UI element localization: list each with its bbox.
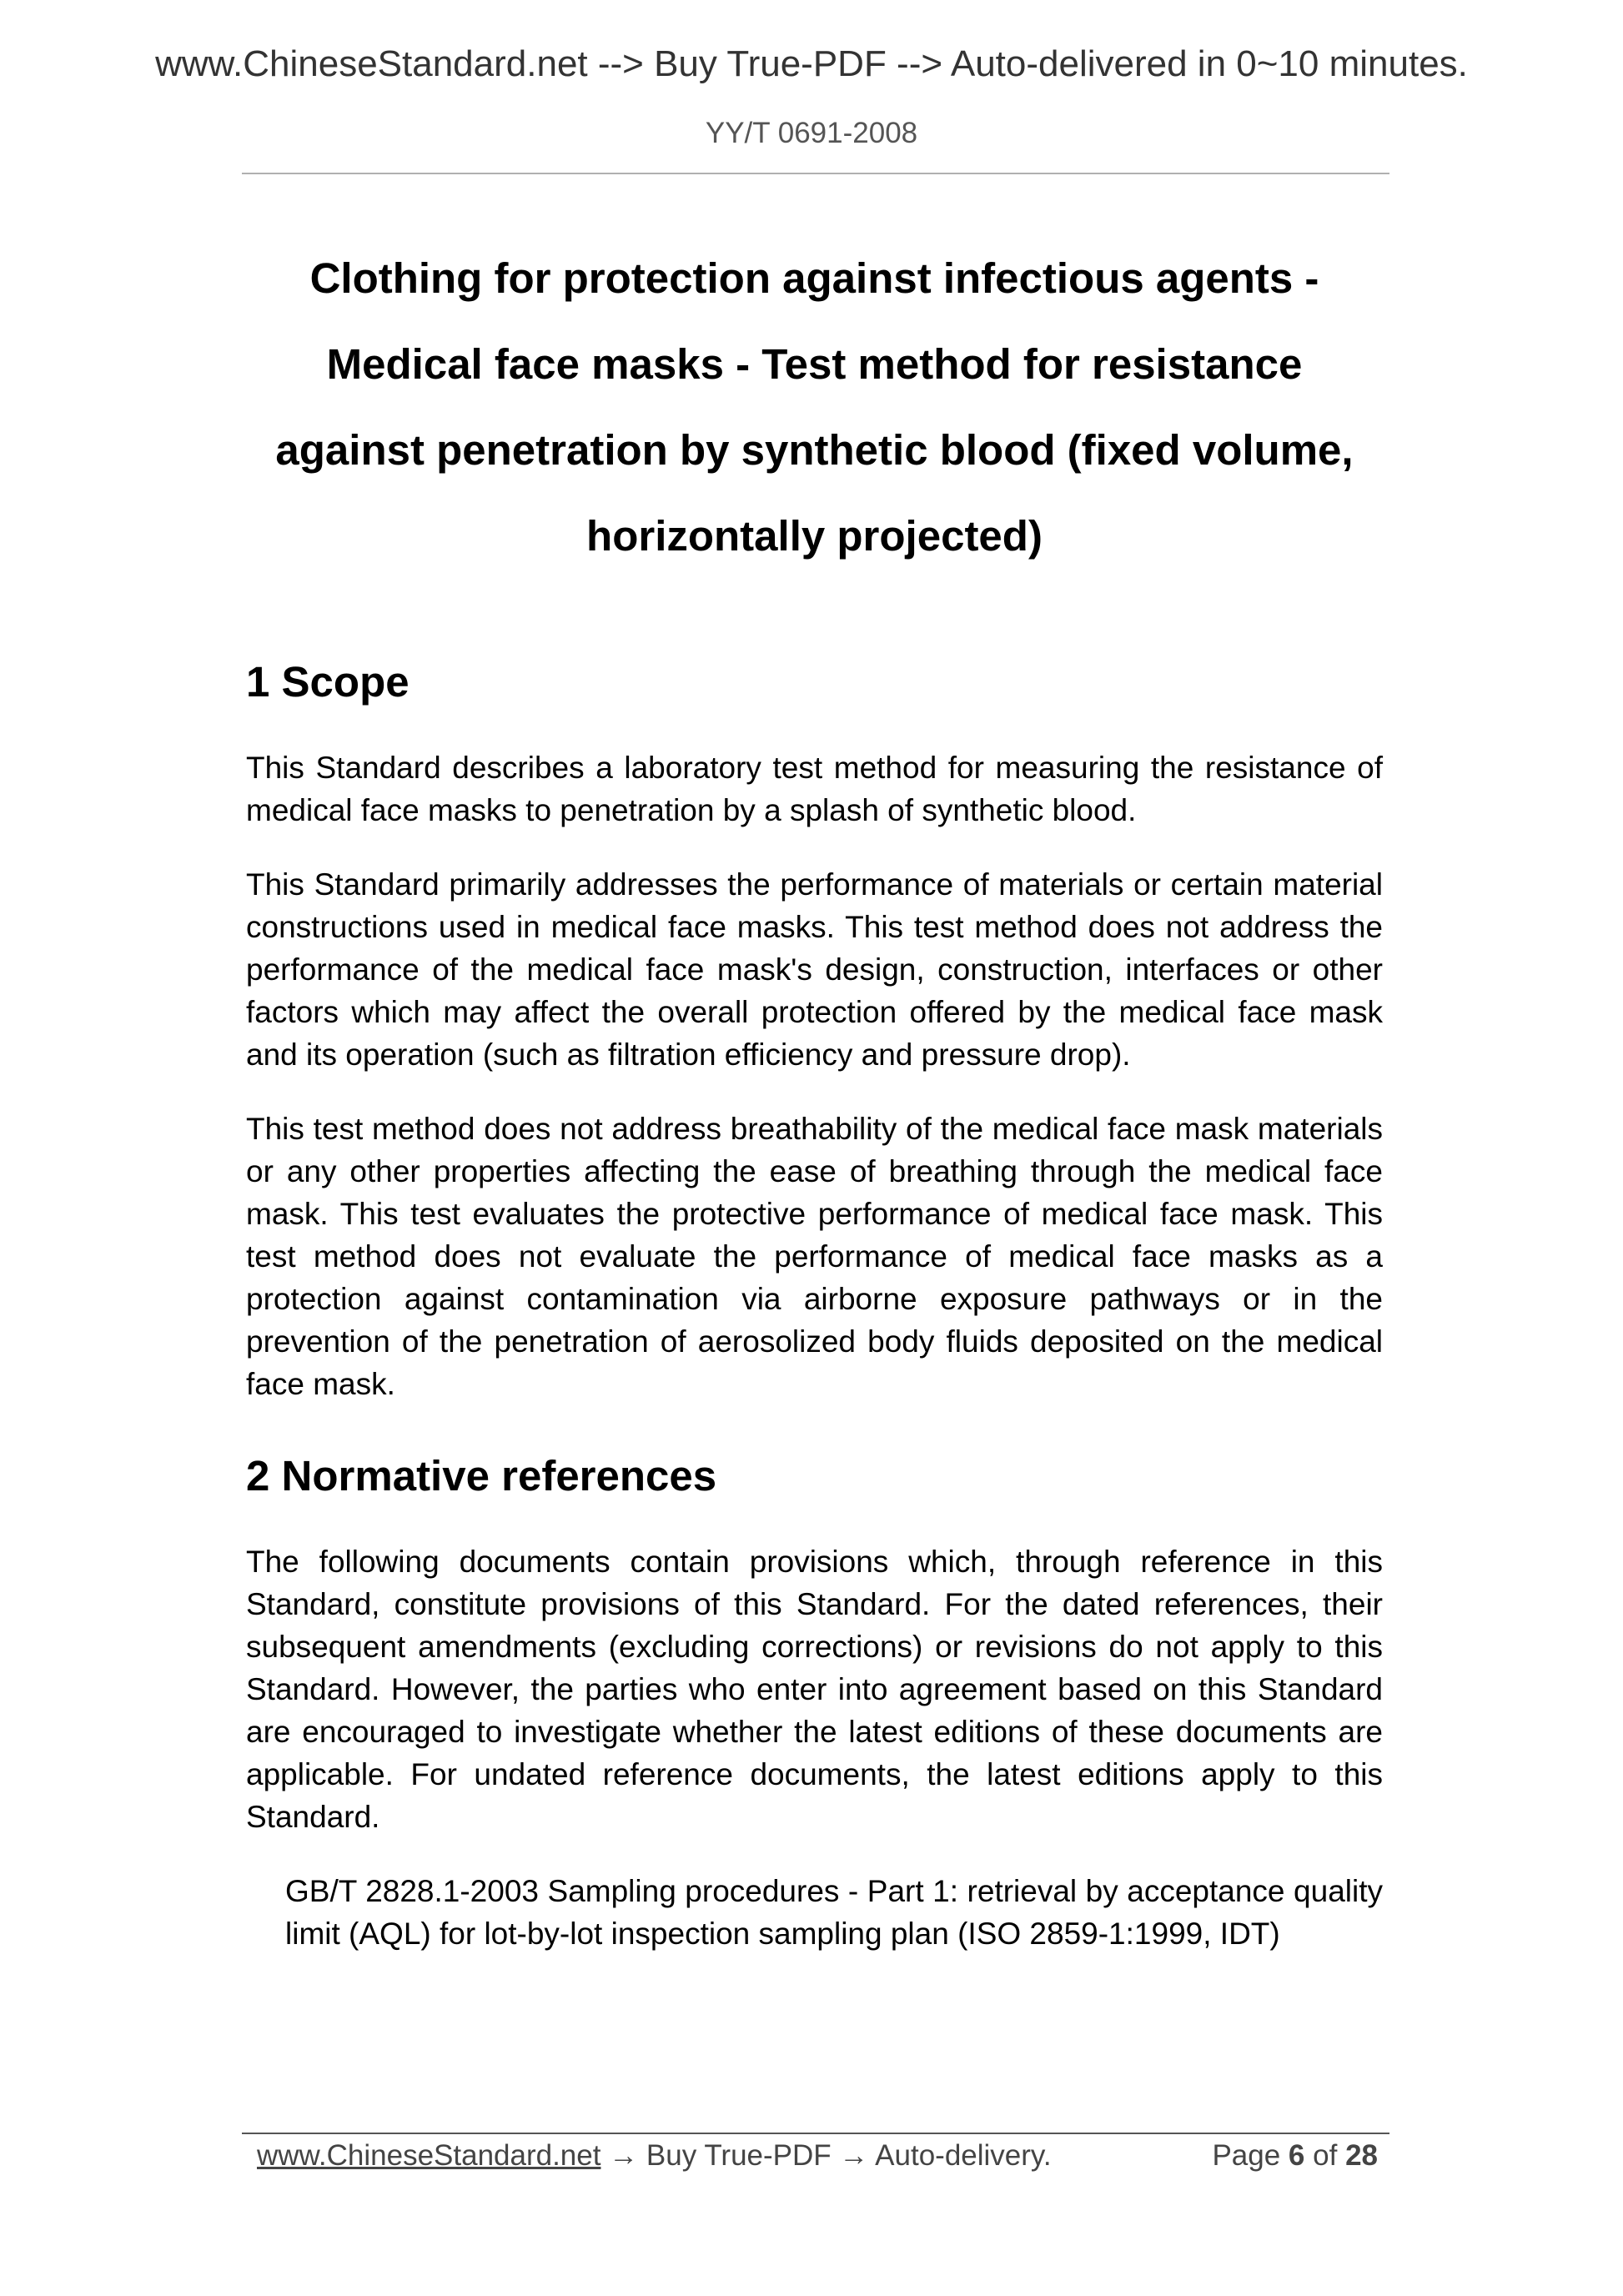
- footer-divider: [242, 2133, 1389, 2134]
- scope-paragraph-2: This Standard primarily addresses the performance of materials or certain material constructions used in medical face masks. This test method does not address the performance of the medical face mask's design, construction, interfaces or other factors which may affect the overall protection offered by the medical face mask and its operation (such as filtration efficiency and pressure drop).: [246, 867, 1383, 1072]
- top-banner: www.ChineseStandard.net --> Buy True-PDF --> Auto-delivered in 0~10 minutes.: [155, 43, 1468, 84]
- scope-paragraph-1: This Standard describes a laboratory test method for measuring the resistance of medical face masks to penetration by a splash of synthetic blood.: [246, 751, 1383, 827]
- normative-references-paragraph: The following documents contain provisions which, through reference in this Standard, constitute provisions of this Standard. For the dated references, their subsequent amendments (excluding corrections) or revisions do not apply to this Standard. However, the parties who enter into agreement based on this Standard are encouraged to investigate whether the latest editions of these documents are applicable. For undated reference documents, the latest editions apply to this Standard.: [246, 1545, 1383, 1834]
- page-footer: [257, 2139, 1378, 2173]
- scope-paragraph-3: This test method does not address breathability of the medical face mask materials or any other properties affecting the ease of breathing through the medical face mask. This test evaluates the protective performance of medical face mask. This test method does not evaluate the performance of medical face masks as a protection against contamination via airborne exposure pathways or in the prevention of the penetration of aerosolized body fluids deposited on the medical face mask.: [246, 1112, 1383, 1401]
- footer-website-link[interactable]: www.ChineseStandard.net: [257, 2139, 601, 2172]
- page-indicator: [1212, 2139, 1378, 2173]
- section-heading-normative-references: 2 Normative references: [246, 1452, 717, 1500]
- title-line-3: against penetration by synthetic blood (fixed volume,: [275, 426, 1354, 474]
- page-number: 6: [1288, 2139, 1305, 2172]
- section-heading-scope: 1 Scope: [246, 658, 410, 706]
- page-label: Page: [1212, 2139, 1281, 2172]
- header-divider: [242, 173, 1389, 174]
- title-line-1: Clothing for protection against infectious agents -: [309, 254, 1319, 302]
- document-title: [246, 235, 1383, 579]
- title-line-4: horizontally projected): [586, 512, 1043, 560]
- total-pages: 28: [1345, 2139, 1378, 2172]
- footer-tagline: → Buy True-PDF → Auto-delivery.: [609, 2139, 1052, 2172]
- page-content: [246, 235, 1383, 1955]
- of-label: of: [1313, 2139, 1338, 2172]
- document-code: YY/T 0691-2008: [705, 117, 918, 149]
- title-line-2: Medical face masks - Test method for resistance: [326, 340, 1303, 388]
- reference-item: GB/T 2828.1-2003 Sampling procedures - Part 1: retrieval by acceptance quality limit (AQL) for lot-by-lot inspection sampling plan (ISO 2859-1:1999, IDT): [285, 1874, 1383, 1951]
